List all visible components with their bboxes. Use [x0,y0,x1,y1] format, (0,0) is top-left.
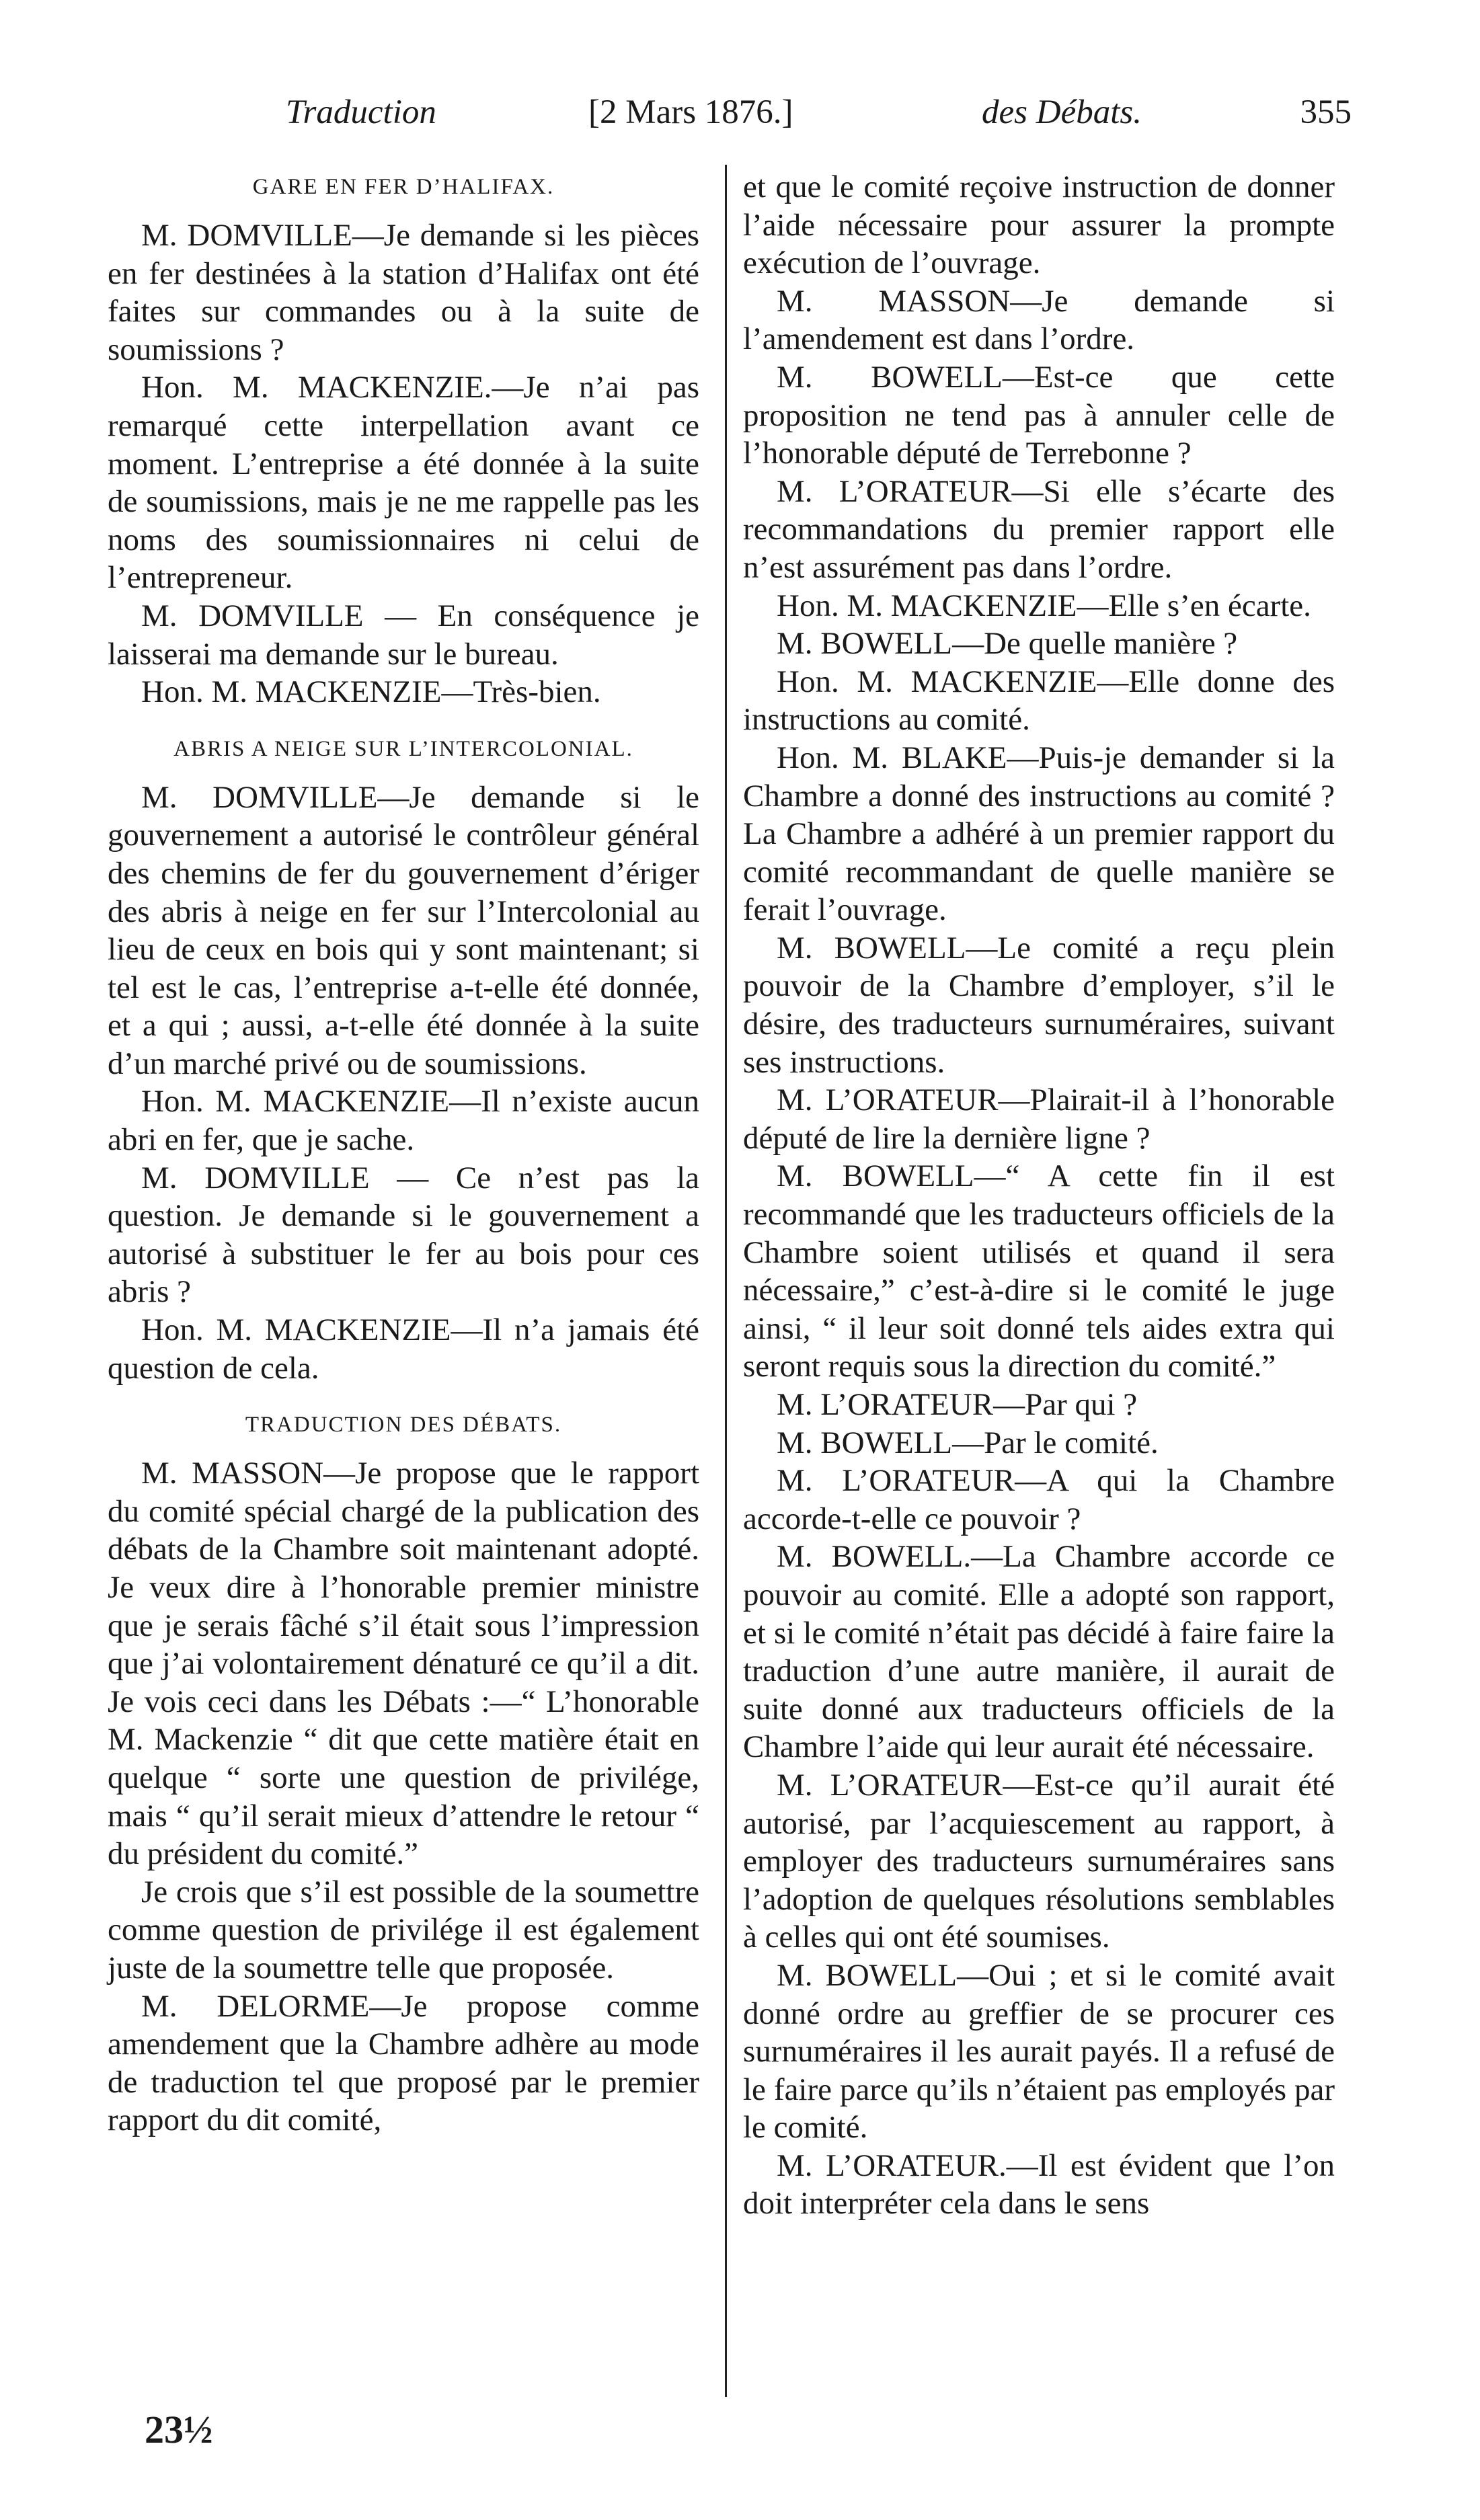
header-right: des Débats. [982,93,1142,131]
paragraph: Hon. M. MACKENZIE—Elle donne des instructions au comité. [743,664,1335,738]
paragraph: Hon. M. MACKENZIE—Il n’a jamais été question de cela. [108,1312,699,1386]
paragraph: M. BOWELL.—La Chambre accorde ce pouvoir au comité. Elle a adopté son rapport, et si le comité n’était pas décidé à faire faire la traduction d’une autre manière, il aurait de suite donné aux traducteurs officiels de la Chambre l’aide qui leur aurait été nécessaire. [743,1539,1335,1765]
paragraph: M. BOWELL—De quelle manière ? [777,626,1238,662]
paragraph: M. DOMVILLE — En conséquence je laisserai ma demande sur le bureau. [108,598,699,672]
paragraph: Hon. M. MACKENZIE.—Je n’ai pas remarqué cette interpellation avant ce moment. L’entreprise a été donnée à la suite de soumissions, mais je ne me rappelle pas les noms des soumissionnaires ni celui de l’entrepreneur. [108,370,699,596]
section-heading: GARE EN FER D’HALIFAX. [252,175,555,199]
column-divider [725,165,727,2397]
paragraph: M. L’ORATEUR—Si elle s’écarte des recommandations du premier rapport elle n’est assurément pas dans l’ordre. [743,473,1335,585]
paragraph: M. BOWELL—Oui ; et si le comité avait donné ordre au greffier de se procurer ces surnuméraires il les aurait payés. Il a refusé de le faire parce qu’ils n’étaient pas employés par le comité. [743,1957,1335,2145]
signature-mark: 23½ [145,2408,213,2451]
section-heading: ABRIS A NEIGE SUR L’INTERCOLONIAL. [173,736,633,761]
page-header [202,93,1358,147]
paragraph: M. BOWELL—Par le comité. [777,1425,1159,1460]
paragraph: M. MASSON—Je propose que le rapport du comité spécial chargé de la publication des débats de la Chambre soit maintenant adopté. Je veux dire à l’honorable premier ministre que je serais fâché s’il était sous l’impression que j’ai volontairement dénaturé ce qu’il a dit. Je vois ceci dans les Débats :—“ L’honorable M. Mackenzie “ dit que cette matière était en quelque “ sorte une question de privilége, mais “ qu’il serait mieux d’attendre le retour “ du président du comité.” [108,1456,699,1872]
paragraph: M. BOWELL—Est-ce que cette proposition ne tend pas à annuler celle de l’honorable député de Terrebonne ? [743,359,1335,471]
paragraph: Hon. M. MACKENZIE—Il n’existe aucun abri en fer, que je sache. [108,1084,699,1158]
paragraph: Hon. M. MACKENZIE—Elle s’en écarte. [777,588,1311,623]
paragraph: M. BOWELL—Le comité a reçu plein pouvoir de la Chambre d’employer, s’il le désire, des traducteurs surnuméraires, suivant ses instructions. [743,930,1335,1080]
paragraph: M. DOMVILLE — Ce n’est pas la question. Je demande si le gouvernement a autorisé à substituer le fer au bois pour ces abris ? [108,1160,699,1310]
paragraph: M. DOMVILLE—Je demande si les pièces en fer destinées à la station d’Halifax ont été faites sur commandes ou à la suite de soumissions ? [108,218,699,367]
paragraph: Hon. M. BLAKE—Puis-je demander si la Chambre a donné des instructions au comité ? La Chambre a adhéré à un premier rapport du comité recommandant de quelle manière se ferait l’ouvrage. [743,740,1335,928]
header-left: Traduction [286,93,436,131]
paragraph: et que le comité reçoive instruction de donner l’aide nécessaire pour assurer la prompte exécution de l’ouvrage. [743,169,1335,281]
page-number: 355 [1300,93,1352,131]
left-column [108,168,699,2139]
paragraph: M. DELORME—Je propose comme amendement que la Chambre adhère au mode de traduction tel que proposé par le premier rapport du dit comité, [108,1988,699,2138]
paragraph: M. L’ORATEUR—A qui la Chambre accorde-t-elle ce pouvoir ? [743,1463,1335,1536]
paragraph: M. BOWELL—“ A cette fin il est recommandé que les traducteurs officiels de la Chambre soient utilisés et quand il sera nécessaire,” c’est-à-dire si le comité le juge ainsi, “ il leur soit donné tels aides extra qui seront requis sous la direction du comité.” [743,1158,1335,1384]
paragraph: Hon. M. MACKENZIE—Très-bien. [141,674,601,710]
paragraph: M. L’ORATEUR—Par qui ? [777,1387,1138,1422]
paragraph: M. L’ORATEUR.—Il est évident que l’on doit interpréter cela dans le sens [743,2148,1335,2221]
section-heading: TRADUCTION DES DÉBATS. [245,1413,562,1438]
paragraph: Je crois que s’il est possible de la soumettre comme question de privilége il est également juste de la soumettre telle que proposée. [108,1874,699,1985]
header-date: [2 Mars 1876.] [588,93,793,131]
right-column [743,168,1335,2223]
paragraph: M. DOMVILLE—Je demande si le gouvernement a autorisé le contrôleur général des chemins de fer du gouvernement d’ériger des abris à neige en fer sur l’Intercolonial au lieu de ceux en bois qui y sont maintenant; si tel est le cas, l’entreprise a-t-elle été donnée, et a qui ; aussi, a-t-elle été donnée à la suite d’un marché privé ou de soumissions. [108,779,699,1081]
paragraph: M. MASSON—Je demande si l’amendement est dans l’ordre. [743,283,1335,357]
paragraph: M. L’ORATEUR—Plairait-il à l’honorable député de lire la dernière ligne ? [743,1082,1335,1156]
paragraph: M. L’ORATEUR—Est-ce qu’il aurait été autorisé, par l’acquiescement au rapport, à employer des traducteurs surnuméraires sans l’adoption de quelques résolutions semblables à celles qui ont été soumises. [743,1767,1335,1955]
